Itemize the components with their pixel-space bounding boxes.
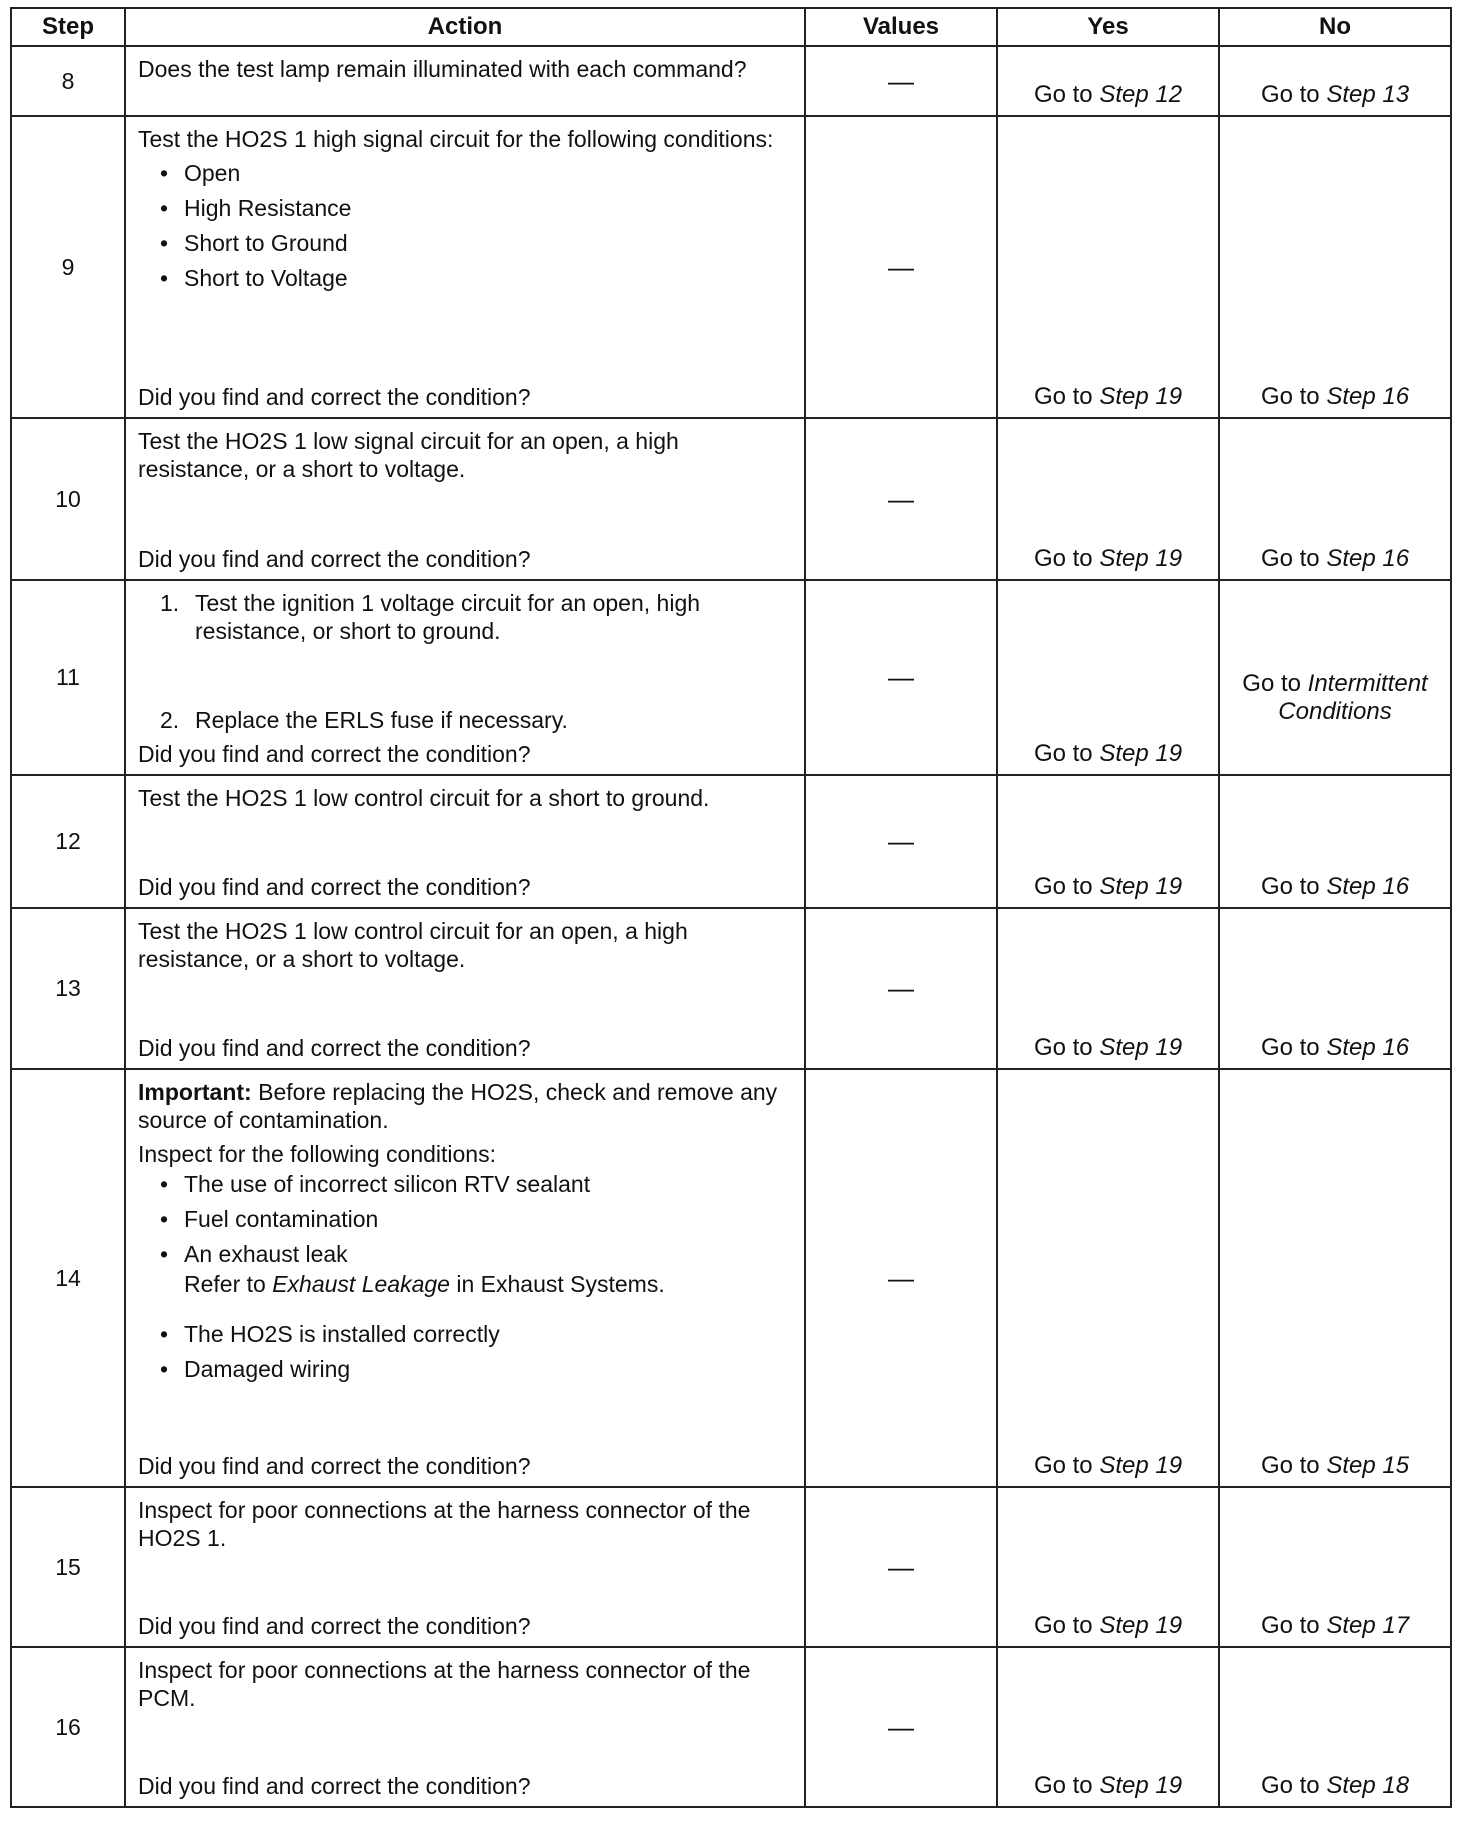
question-text: Did you find and correct the condition? [138,874,531,900]
yes-prefix: Go to [1033,873,1093,900]
bullet-item: • High Resistance [160,194,792,222]
no-cell [1219,1069,1451,1487]
step-number: 14 [11,1069,125,1487]
bullet-item: • The use of incorrect silicon RTV sealant [160,1170,792,1198]
important-text: Before replacing the HO2S, check and remove any source of contamination. [138,1079,778,1133]
action-text: Test the HO2S 1 low signal circuit for an open, a high resistance, or a short to voltage. [138,428,679,482]
action-text: Inspect for poor connections at the harness connector of the PCM. [138,1657,751,1711]
yes-link[interactable]: Step 19 [1099,1452,1183,1479]
question-text: Did you find and correct the condition? [138,1035,531,1061]
no-cell [1219,46,1451,116]
yes-prefix: Go to [1033,81,1093,108]
step-number: 16 [11,1647,125,1807]
yes-cell [997,1069,1219,1487]
no-link[interactable]: Step 17 [1326,1612,1410,1639]
no-cell [1219,116,1451,418]
question-text: Did you find and correct the condition? [138,546,531,572]
no-prefix: Go to [1242,669,1301,697]
no-prefix: Go to [1260,1034,1320,1061]
yes-cell [997,908,1219,1069]
table-row [11,1487,1451,1647]
yes-link[interactable]: Step 19 [1099,383,1183,410]
item-number: 1. [160,590,180,616]
values-cell: — [805,908,997,1069]
no-prefix: Go to [1260,873,1320,900]
yes-cell [997,580,1219,775]
inspect-text: Inspect for the following conditions: [138,1141,496,1167]
yes-link[interactable]: Step 19 [1099,740,1183,767]
action-text: Test the HO2S 1 high signal circuit for the following conditions: [138,126,774,152]
step-number: 11 [11,580,125,775]
action-cell [125,418,805,580]
important-label: Important: [138,1079,252,1105]
values-cell: — [805,1069,997,1487]
question-text: Did you find and correct the condition? [138,741,531,767]
yes-prefix: Go to [1033,1452,1093,1479]
table-row [11,1069,1451,1487]
table-row [11,908,1451,1069]
refer-prefix: Refer to [184,1271,273,1297]
no-cell [1219,1647,1451,1807]
step-number: 8 [11,46,125,116]
no-link[interactable]: Step 18 [1326,1772,1410,1799]
yes-cell [997,1487,1219,1647]
values-cell: — [805,1647,997,1807]
bullet-item: • Short to Voltage [160,264,792,292]
no-link[interactable]: Step 15 [1326,1452,1410,1479]
no-link[interactable]: Step 16 [1326,873,1410,900]
refer-suffix: in Exhaust Systems. [449,1271,665,1297]
yes-prefix: Go to [1033,383,1093,410]
values-cell: — [805,775,997,908]
no-cell [1219,1487,1451,1647]
table-row [11,418,1451,580]
numbered-item [138,589,792,645]
table-row [11,775,1451,908]
question-text: Did you find and correct the condition? [138,384,531,410]
item-text: Test the ignition 1 voltage circuit for an open, high resistance, or short to ground. [195,590,701,644]
yes-link[interactable]: Step 12 [1099,81,1183,108]
table-row [11,46,1451,116]
yes-link[interactable]: Step 19 [1099,1612,1183,1639]
bullet-item: • The HO2S is installed correctly [160,1320,792,1348]
no-link[interactable]: Step 16 [1326,545,1410,572]
header-no: No [1219,8,1451,46]
bullet-list [160,159,792,292]
action-cell [125,1069,805,1487]
yes-cell [997,775,1219,908]
values-cell: — [805,580,997,775]
yes-cell [997,116,1219,418]
no-cell [1219,418,1451,580]
item-number: 2. [160,707,180,733]
action-cell [125,775,805,908]
refer-link[interactable]: Exhaust Leakage [272,1271,450,1297]
yes-cell [997,418,1219,580]
no-prefix: Go to [1260,545,1320,572]
header-action: Action [125,8,805,46]
bullet-item: • Damaged wiring [160,1355,792,1383]
no-prefix: Go to [1260,1612,1320,1639]
no-link[interactable]: Intermittent Conditions [1278,669,1428,725]
values-cell: — [805,418,997,580]
no-prefix: Go to [1260,383,1320,410]
action-text: Test the HO2S 1 low control circuit for an open, a high resistance, or a short to voltage. [138,918,688,972]
question-text: Did you find and correct the condition? [138,1613,531,1639]
yes-prefix: Go to [1033,545,1093,572]
step-number: 13 [11,908,125,1069]
important-note [138,1078,792,1134]
question-text: Did you find and correct the condition? [138,1773,531,1799]
action-cell [125,116,805,418]
yes-prefix: Go to [1033,1034,1093,1061]
header-values: Values [805,8,997,46]
step-number: 12 [11,775,125,908]
refer-note [160,1270,792,1298]
step-number: 10 [11,418,125,580]
action-text: Test the HO2S 1 low control circuit for a short to ground. [138,785,710,811]
header-row [11,8,1451,46]
no-prefix: Go to [1260,1452,1320,1479]
values-cell: — [805,46,997,116]
question-text: Did you find and correct the condition? [138,1453,531,1479]
no-cell [1219,775,1451,908]
yes-prefix: Go to [1033,1612,1093,1639]
numbered-item [138,706,792,734]
action-cell [125,1647,805,1807]
no-prefix: Go to [1260,81,1320,108]
step-number: 9 [11,116,125,418]
header-yes: Yes [997,8,1219,46]
no-link[interactable]: Step 16 [1326,383,1410,410]
table-row [11,1647,1451,1807]
table-row [11,580,1451,775]
yes-link[interactable]: Step 19 [1099,545,1183,572]
values-cell: — [805,116,997,418]
yes-prefix: Go to [1033,740,1093,767]
no-prefix: Go to [1260,1772,1320,1799]
table-row [11,116,1451,418]
action-text: Inspect for poor connections at the harness connector of the HO2S 1. [138,1497,751,1551]
action-cell [125,46,805,116]
bullet-item: • Open [160,159,792,187]
bullet-list [160,1170,792,1383]
values-cell: — [805,1487,997,1647]
action-cell [125,908,805,1069]
no-cell [1219,908,1451,1069]
yes-link[interactable]: Step 19 [1099,1034,1183,1061]
bullet-item: • Short to Ground [160,229,792,257]
diagnostic-table [10,7,1452,1808]
action-cell [125,1487,805,1647]
header-step: Step [11,8,125,46]
action-text: Does the test lamp remain illuminated with each command? [138,56,747,82]
no-cell [1219,580,1451,775]
yes-cell [997,46,1219,116]
no-link[interactable]: Step 13 [1326,81,1410,108]
action-cell [125,580,805,775]
yes-link[interactable]: Step 19 [1099,873,1183,900]
yes-cell [997,1647,1219,1807]
no-link[interactable]: Step 16 [1326,1034,1410,1061]
bullet-item: • An exhaust leak [160,1240,792,1268]
item-text: Replace the ERLS fuse if necessary. [195,707,568,733]
bullet-item: • Fuel contamination [160,1205,792,1233]
yes-prefix: Go to [1033,1772,1093,1799]
yes-link[interactable]: Step 19 [1099,1772,1183,1799]
step-number: 15 [11,1487,125,1647]
